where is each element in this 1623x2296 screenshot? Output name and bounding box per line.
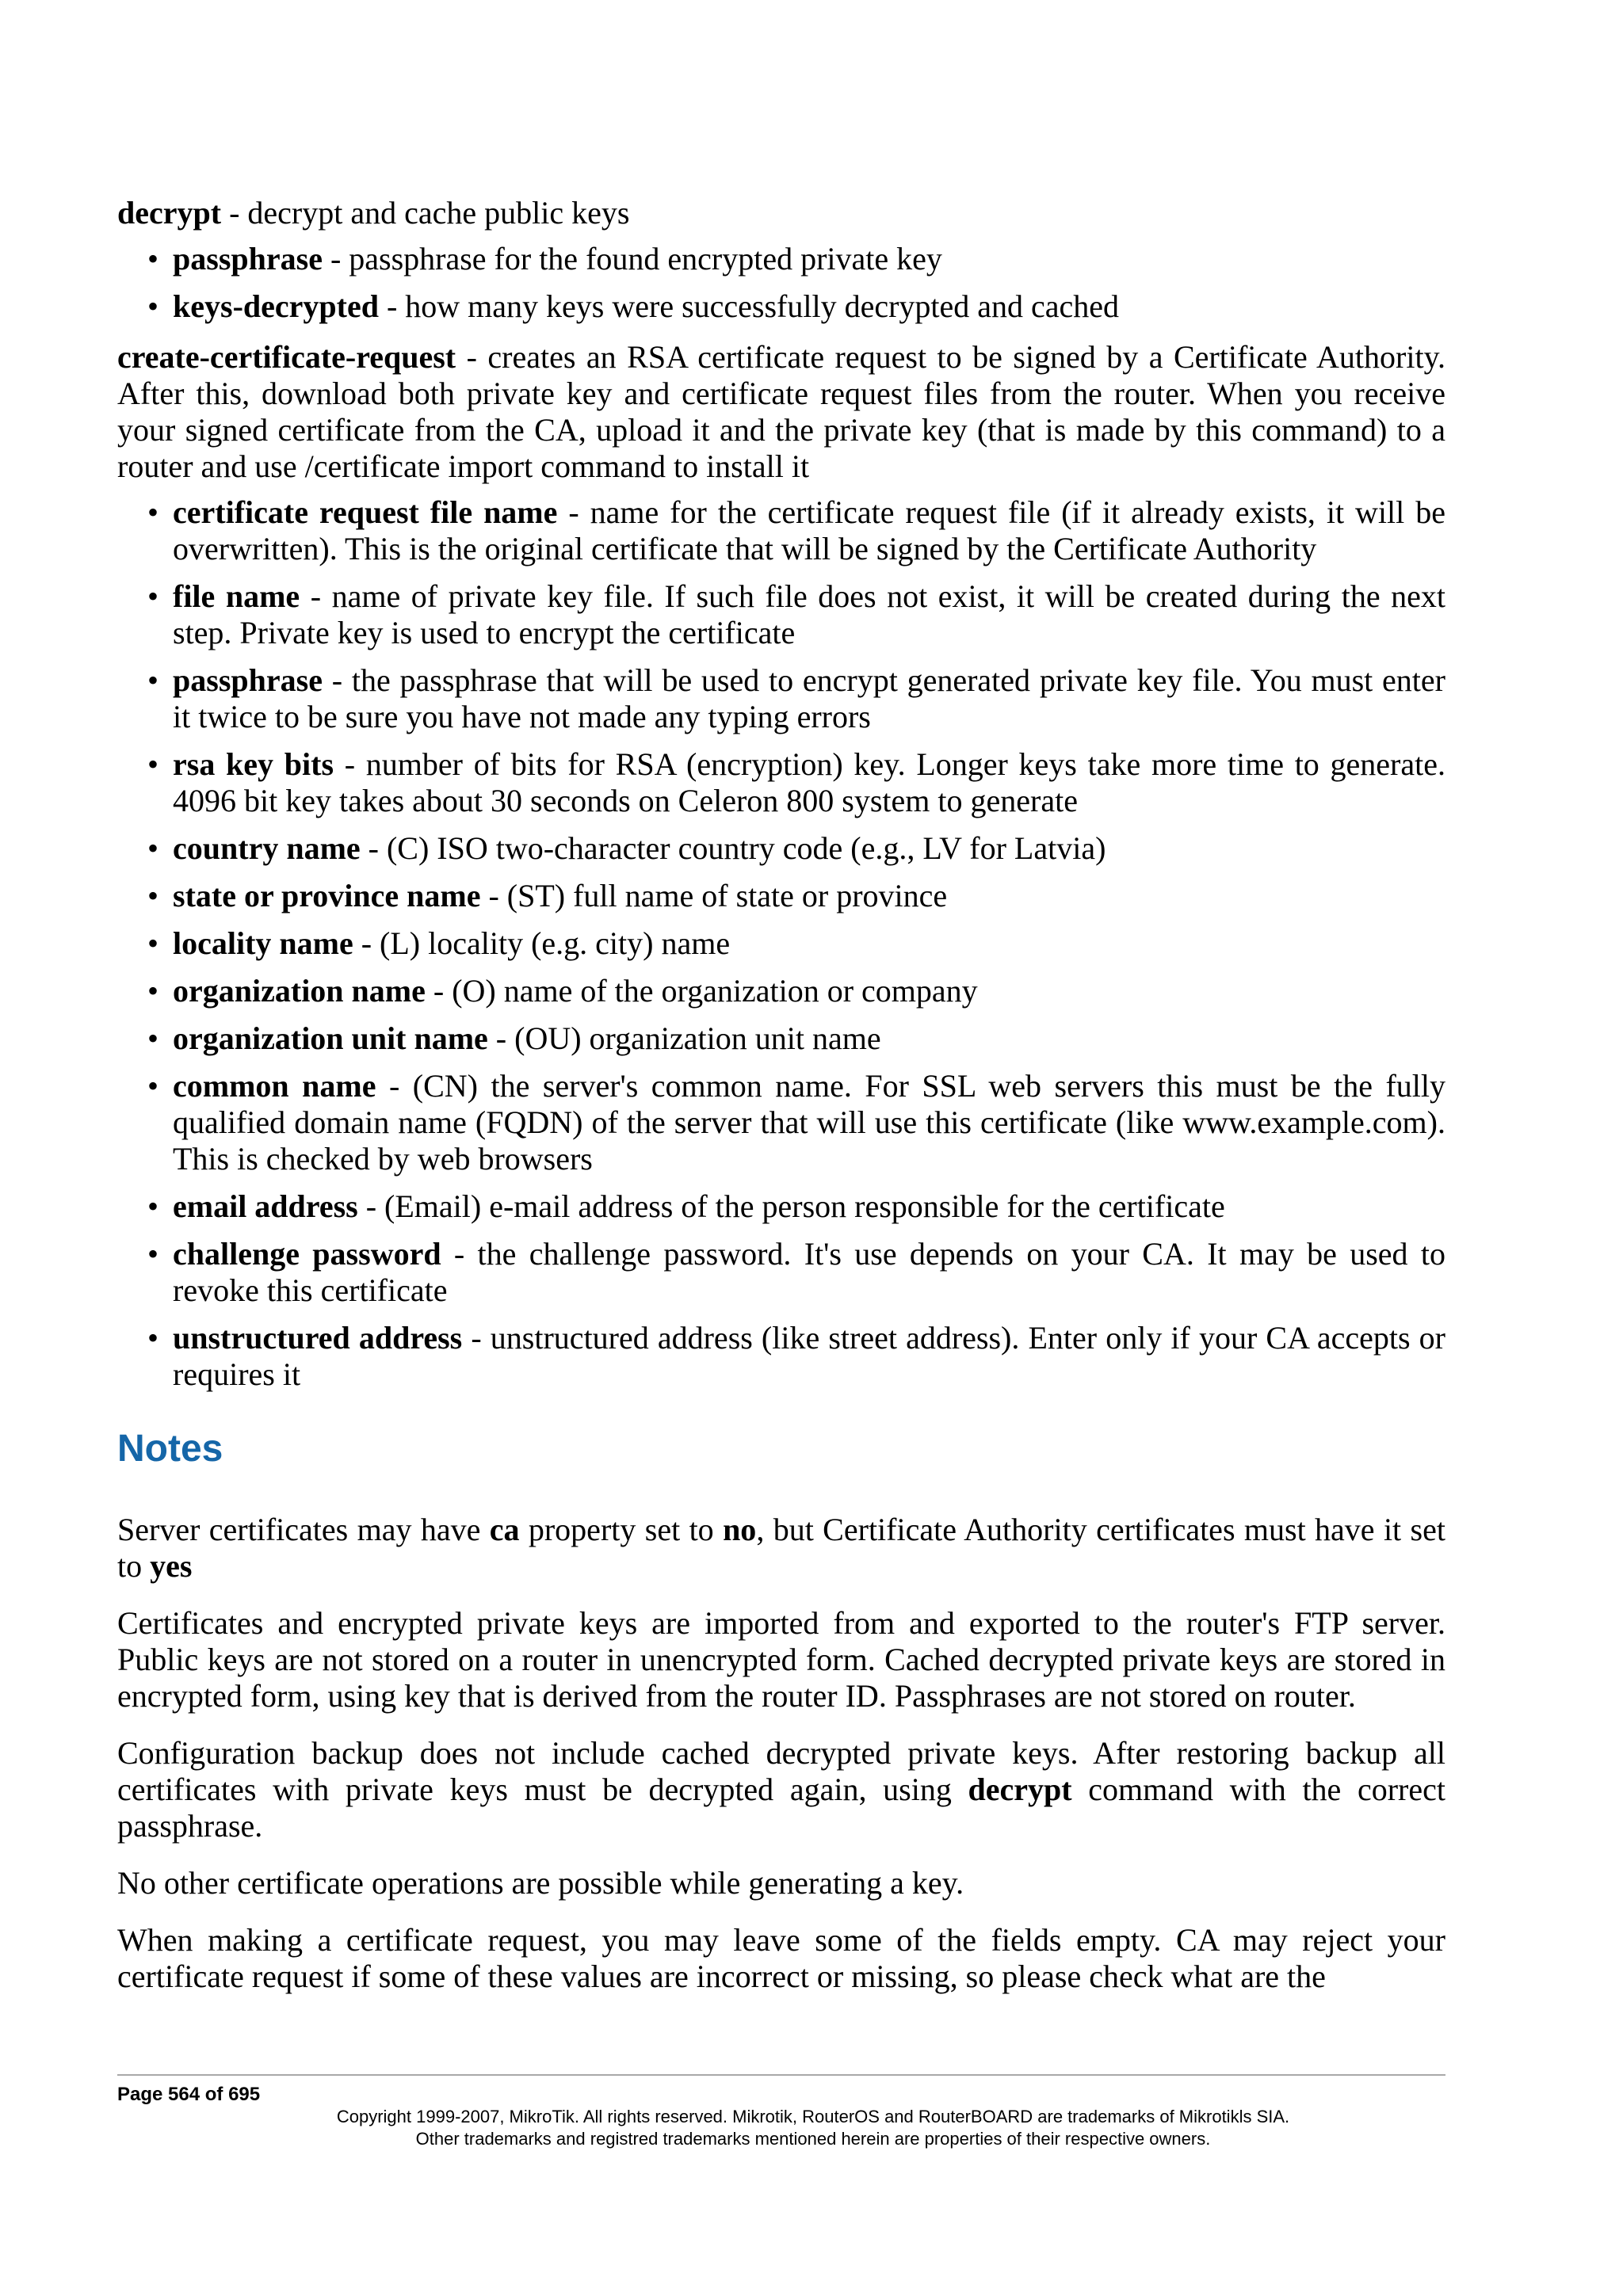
notes-heading: Notes bbox=[117, 1428, 223, 1470]
list-item bbox=[173, 973, 1445, 1009]
bold-term: decrypt bbox=[968, 1772, 1072, 1807]
param-desc: - how many keys were successfully decrypted and cached bbox=[378, 288, 1120, 324]
param-desc: - (C) ISO two-character country code (e.g., LV for Latvia) bbox=[360, 830, 1106, 866]
param-desc: - (OU) organization unit name bbox=[487, 1020, 881, 1056]
param-term: country name bbox=[173, 830, 361, 866]
bold-term: no bbox=[723, 1512, 757, 1547]
param-desc: - passphrase for the found encrypted private key bbox=[322, 241, 942, 277]
decrypt-desc: - decrypt and cache public keys bbox=[221, 195, 630, 231]
param-desc: - (O) name of the organization or company bbox=[425, 973, 978, 1009]
page-content bbox=[117, 195, 1445, 2016]
copyright-line-2: Other trademarks and registred trademarks mentioned herein are properties of their respective owners. bbox=[415, 2129, 1211, 2149]
notes-paragraph-ca bbox=[117, 1512, 1445, 1585]
create-certificate-request-section bbox=[117, 339, 1445, 1393]
text-span: , but Certificate Authority certificates must have it set to bbox=[117, 1512, 1445, 1584]
param-term: state or province name bbox=[173, 878, 481, 913]
decrypt-parameter-list bbox=[117, 241, 1445, 325]
list-item bbox=[173, 1236, 1445, 1309]
param-desc: - the challenge password. It's use depends on your CA. It may be used to revoke this certificate bbox=[173, 1236, 1445, 1308]
notes-paragraph-request: When making a certificate request, you may leave some of the fields empty. CA may reject your certificate request if some of these values are incorrect or missing, so please check what are the bbox=[117, 1922, 1445, 1994]
param-term: rsa key bits bbox=[173, 746, 334, 782]
param-term: certificate request file name bbox=[173, 494, 558, 530]
param-term: challenge password bbox=[173, 1236, 441, 1272]
bold-term: ca bbox=[489, 1512, 520, 1547]
notes-paragraph-operations: No other certificate operations are possible while generating a key. bbox=[117, 1865, 964, 1901]
list-item bbox=[173, 1188, 1445, 1225]
text-span: command with the correct passphrase. bbox=[117, 1772, 1445, 1844]
param-term: passphrase bbox=[173, 241, 323, 277]
param-term: common name bbox=[173, 1068, 376, 1104]
param-desc: - the passphrase that will be used to encrypt generated private key file. You must enter it twice to be sure you have not made any typing errors bbox=[173, 662, 1445, 734]
param-term: locality name bbox=[173, 925, 353, 961]
decrypt-term: decrypt bbox=[117, 195, 222, 231]
decrypt-section bbox=[117, 195, 1445, 325]
list-item bbox=[173, 494, 1445, 567]
copyright-line-1: Copyright 1999-2007, MikroTik. All rights reserved. Mikrotik, RouterOS and RouterBOARD are trademarks of Mikrotikls SIA. bbox=[336, 2107, 1290, 2126]
param-term: file name bbox=[173, 578, 300, 614]
create-request-parameter-list bbox=[117, 494, 1445, 1393]
param-term: organization unit name bbox=[173, 1020, 488, 1056]
list-item bbox=[173, 241, 1445, 277]
text-span: Server certificates may have bbox=[117, 1512, 490, 1547]
list-item bbox=[173, 1320, 1445, 1393]
list-item bbox=[173, 662, 1445, 735]
decrypt-description bbox=[117, 195, 1445, 231]
param-term: organization name bbox=[173, 973, 426, 1009]
page-number: Page 564 of 695 bbox=[117, 2084, 261, 2105]
param-desc: - (L) locality (e.g. city) name bbox=[353, 925, 731, 961]
list-item bbox=[173, 1068, 1445, 1177]
param-desc: - unstructured address (like street address). Enter only if your CA accepts or requires it bbox=[173, 1320, 1446, 1392]
param-desc: - (CN) the server's common name. For SSL web servers this must be the fully qualified domain name (FQDN) of the server that will use this certificate (like www.example.com). This is checked by web browsers bbox=[173, 1068, 1445, 1177]
list-item bbox=[173, 830, 1445, 867]
list-item bbox=[173, 578, 1445, 651]
param-desc: - name of private key file. If such file does not exist, it will be created during the next step. Private key is used to encrypt the certificate bbox=[173, 578, 1445, 650]
create-request-description bbox=[117, 339, 1445, 485]
param-term: passphrase bbox=[173, 662, 323, 698]
bold-term: yes bbox=[150, 1548, 193, 1584]
page-footer bbox=[117, 2074, 1445, 2150]
notes-paragraph-backup bbox=[117, 1735, 1445, 1844]
param-desc: - (ST) full name of state or province bbox=[480, 878, 948, 913]
param-desc: - number of bits for RSA (encryption) key. Longer keys take more time to generate. 4096 bit key takes about 30 seconds on Celeron 800 system to generate bbox=[173, 746, 1445, 818]
list-item bbox=[173, 746, 1445, 819]
param-desc: - (Email) e-mail address of the person responsible for the certificate bbox=[357, 1188, 1225, 1224]
text-span: Configuration backup does not include cached decrypted private keys. After restoring backup all certificates with private keys must be decrypted again, using bbox=[117, 1735, 1445, 1807]
param-term: unstructured address bbox=[173, 1320, 463, 1356]
create-request-desc: - creates an RSA certificate request to be signed by a Certificate Authority. After this, download both private key and certificate request files from the router. When you receive your signed certificate from the CA, upload it and the private key (that is made by this command) to a router and use /certificate import command to install it bbox=[117, 339, 1445, 484]
notes-paragraph-storage: Certificates and encrypted private keys are imported from and exported to the router's FTP server. Public keys are not stored on a router in unencrypted form. Cached decrypted private keys are stored in encrypted form, using key that is derived from the router ID. Passphrases are not stored on router. bbox=[117, 1605, 1445, 1714]
param-term: email address bbox=[173, 1188, 358, 1224]
param-term: keys-decrypted bbox=[173, 288, 379, 324]
create-request-term: create-certificate-request bbox=[117, 339, 456, 375]
list-item bbox=[173, 925, 1445, 962]
list-item bbox=[173, 1020, 1445, 1057]
param-desc: - name for the certificate request file (if it already exists, it will be overwritten). This is the original certificate that will be signed by the Certificate Authority bbox=[173, 494, 1445, 566]
list-item bbox=[173, 878, 1445, 914]
text-span: property set to bbox=[519, 1512, 724, 1547]
list-item bbox=[173, 288, 1445, 325]
